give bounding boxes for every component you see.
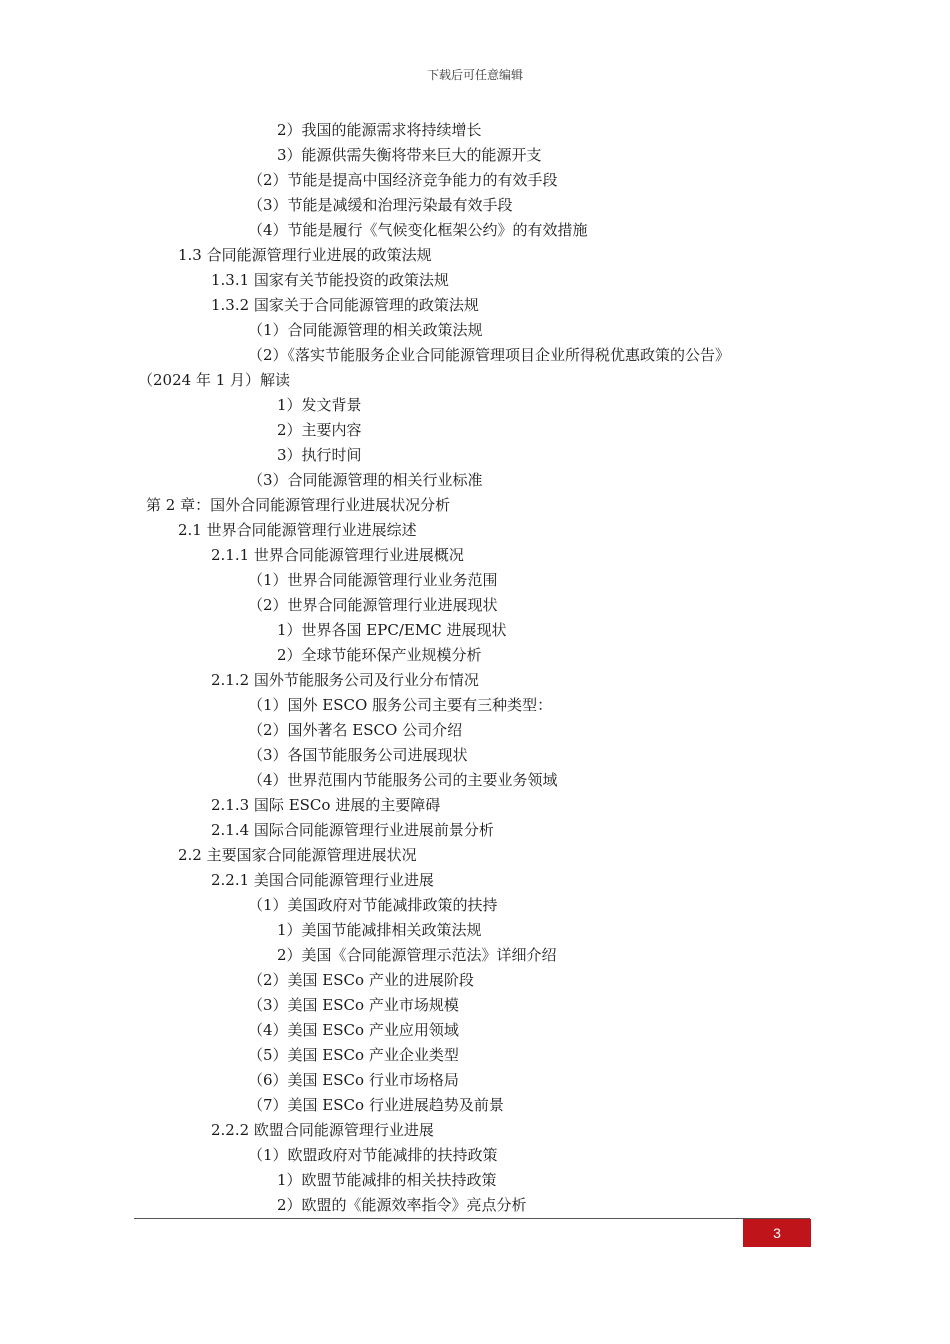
toc-entry: 第 2 章：国外合同能源管理行业进展状况分析 <box>146 496 451 514</box>
toc-entry: （3）节能是减缓和治理污染最有效手段 <box>248 196 513 214</box>
toc-entry: 1）发文背景 <box>277 396 362 414</box>
toc-entry: 1）美国节能减排相关政策法规 <box>277 921 482 939</box>
toc-entry: （2）节能是提高中国经济竞争能力的有效手段 <box>248 171 558 189</box>
toc-entry: （5）美国 ESCo 产业企业类型 <box>248 1046 459 1064</box>
toc-entry: （3）各国节能服务公司进展现状 <box>248 746 468 764</box>
toc-entry: （1）美国政府对节能减排政策的扶持 <box>248 896 498 914</box>
toc-entry: （1）合同能源管理的相关政策法规 <box>248 321 483 339</box>
toc-entry: 3）执行时间 <box>277 446 362 464</box>
toc-entry: 2.2.2 欧盟合同能源管理行业进展 <box>211 1121 434 1139</box>
page-header: 下载后可任意编辑 <box>426 68 523 82</box>
toc-entry: （1）欧盟政府对节能减排的扶持政策 <box>248 1146 498 1164</box>
toc-entry: 1）世界各国 EPC/EMC 进展现状 <box>277 621 507 639</box>
toc-entry: （2）《落实节能服务企业合同能源管理项目企业所得税优惠政策的公告》 <box>248 346 731 364</box>
toc-entry: （4）节能是履行《气候变化框架公约》的有效措施 <box>248 221 588 239</box>
toc-entry: 1.3 合同能源管理行业进展的政策法规 <box>178 246 432 264</box>
toc-entry: （6）美国 ESCo 行业市场格局 <box>248 1071 459 1089</box>
toc-entry: （3）合同能源管理的相关行业标准 <box>248 471 483 489</box>
toc-entry: （2）美国 ESCo 产业的进展阶段 <box>248 971 474 989</box>
toc-entry: （2）世界合同能源管理行业进展现状 <box>248 596 498 614</box>
toc-entry: 2.1.4 国际合同能源管理行业进展前景分析 <box>211 821 494 839</box>
toc-entry: 2）我国的能源需求将持续增长 <box>277 121 482 139</box>
toc-entry: （1）国外 ESCO 服务公司主要有三种类型： <box>248 696 553 714</box>
page-number: 3 <box>743 1219 811 1247</box>
toc-entry: （3）美国 ESCo 产业市场规模 <box>248 996 459 1014</box>
toc-entry: （2024 年 1 月）解读 <box>138 371 291 389</box>
toc-entry: 2）全球节能环保产业规模分析 <box>277 646 482 664</box>
toc-entry: （2）国外著名 ESCO 公司介绍 <box>248 721 463 739</box>
toc-entry: （7）美国 ESCo 行业进展趋势及前景 <box>248 1096 504 1114</box>
toc-entry: 1.3.2 国家关于合同能源管理的政策法规 <box>211 296 479 314</box>
toc-entry: （1）世界合同能源管理行业业务范围 <box>248 571 498 589</box>
toc-entry: （4）美国 ESCo 产业应用领域 <box>248 1021 459 1039</box>
toc-entry: 2）主要内容 <box>277 421 362 439</box>
toc-entry: 2.1.2 国外节能服务公司及行业分布情况 <box>211 671 479 689</box>
toc-entry: 2）美国《合同能源管理示范法》详细介绍 <box>277 946 557 964</box>
toc-entry: 2.2.1 美国合同能源管理行业进展 <box>211 871 434 889</box>
footer-divider <box>134 1218 810 1219</box>
toc-entry: 2.2 主要国家合同能源管理进展状况 <box>178 846 417 864</box>
toc-entry: （4）世界范围内节能服务公司的主要业务领域 <box>248 771 558 789</box>
toc-entry: 1）欧盟节能减排的相关扶持政策 <box>277 1171 497 1189</box>
toc-entry: 2.1 世界合同能源管理行业进展综述 <box>178 521 417 539</box>
toc-entry: 3）能源供需失衡将带来巨大的能源开支 <box>277 146 542 164</box>
toc-entry: 1.3.1 国家有关节能投资的政策法规 <box>211 271 449 289</box>
toc-entry: 2）欧盟的《能源效率指令》亮点分析 <box>277 1196 527 1214</box>
toc-entry: 2.1.3 国际 ESCo 进展的主要障碍 <box>211 796 441 814</box>
toc-entry: 2.1.1 世界合同能源管理行业进展概况 <box>211 546 464 564</box>
